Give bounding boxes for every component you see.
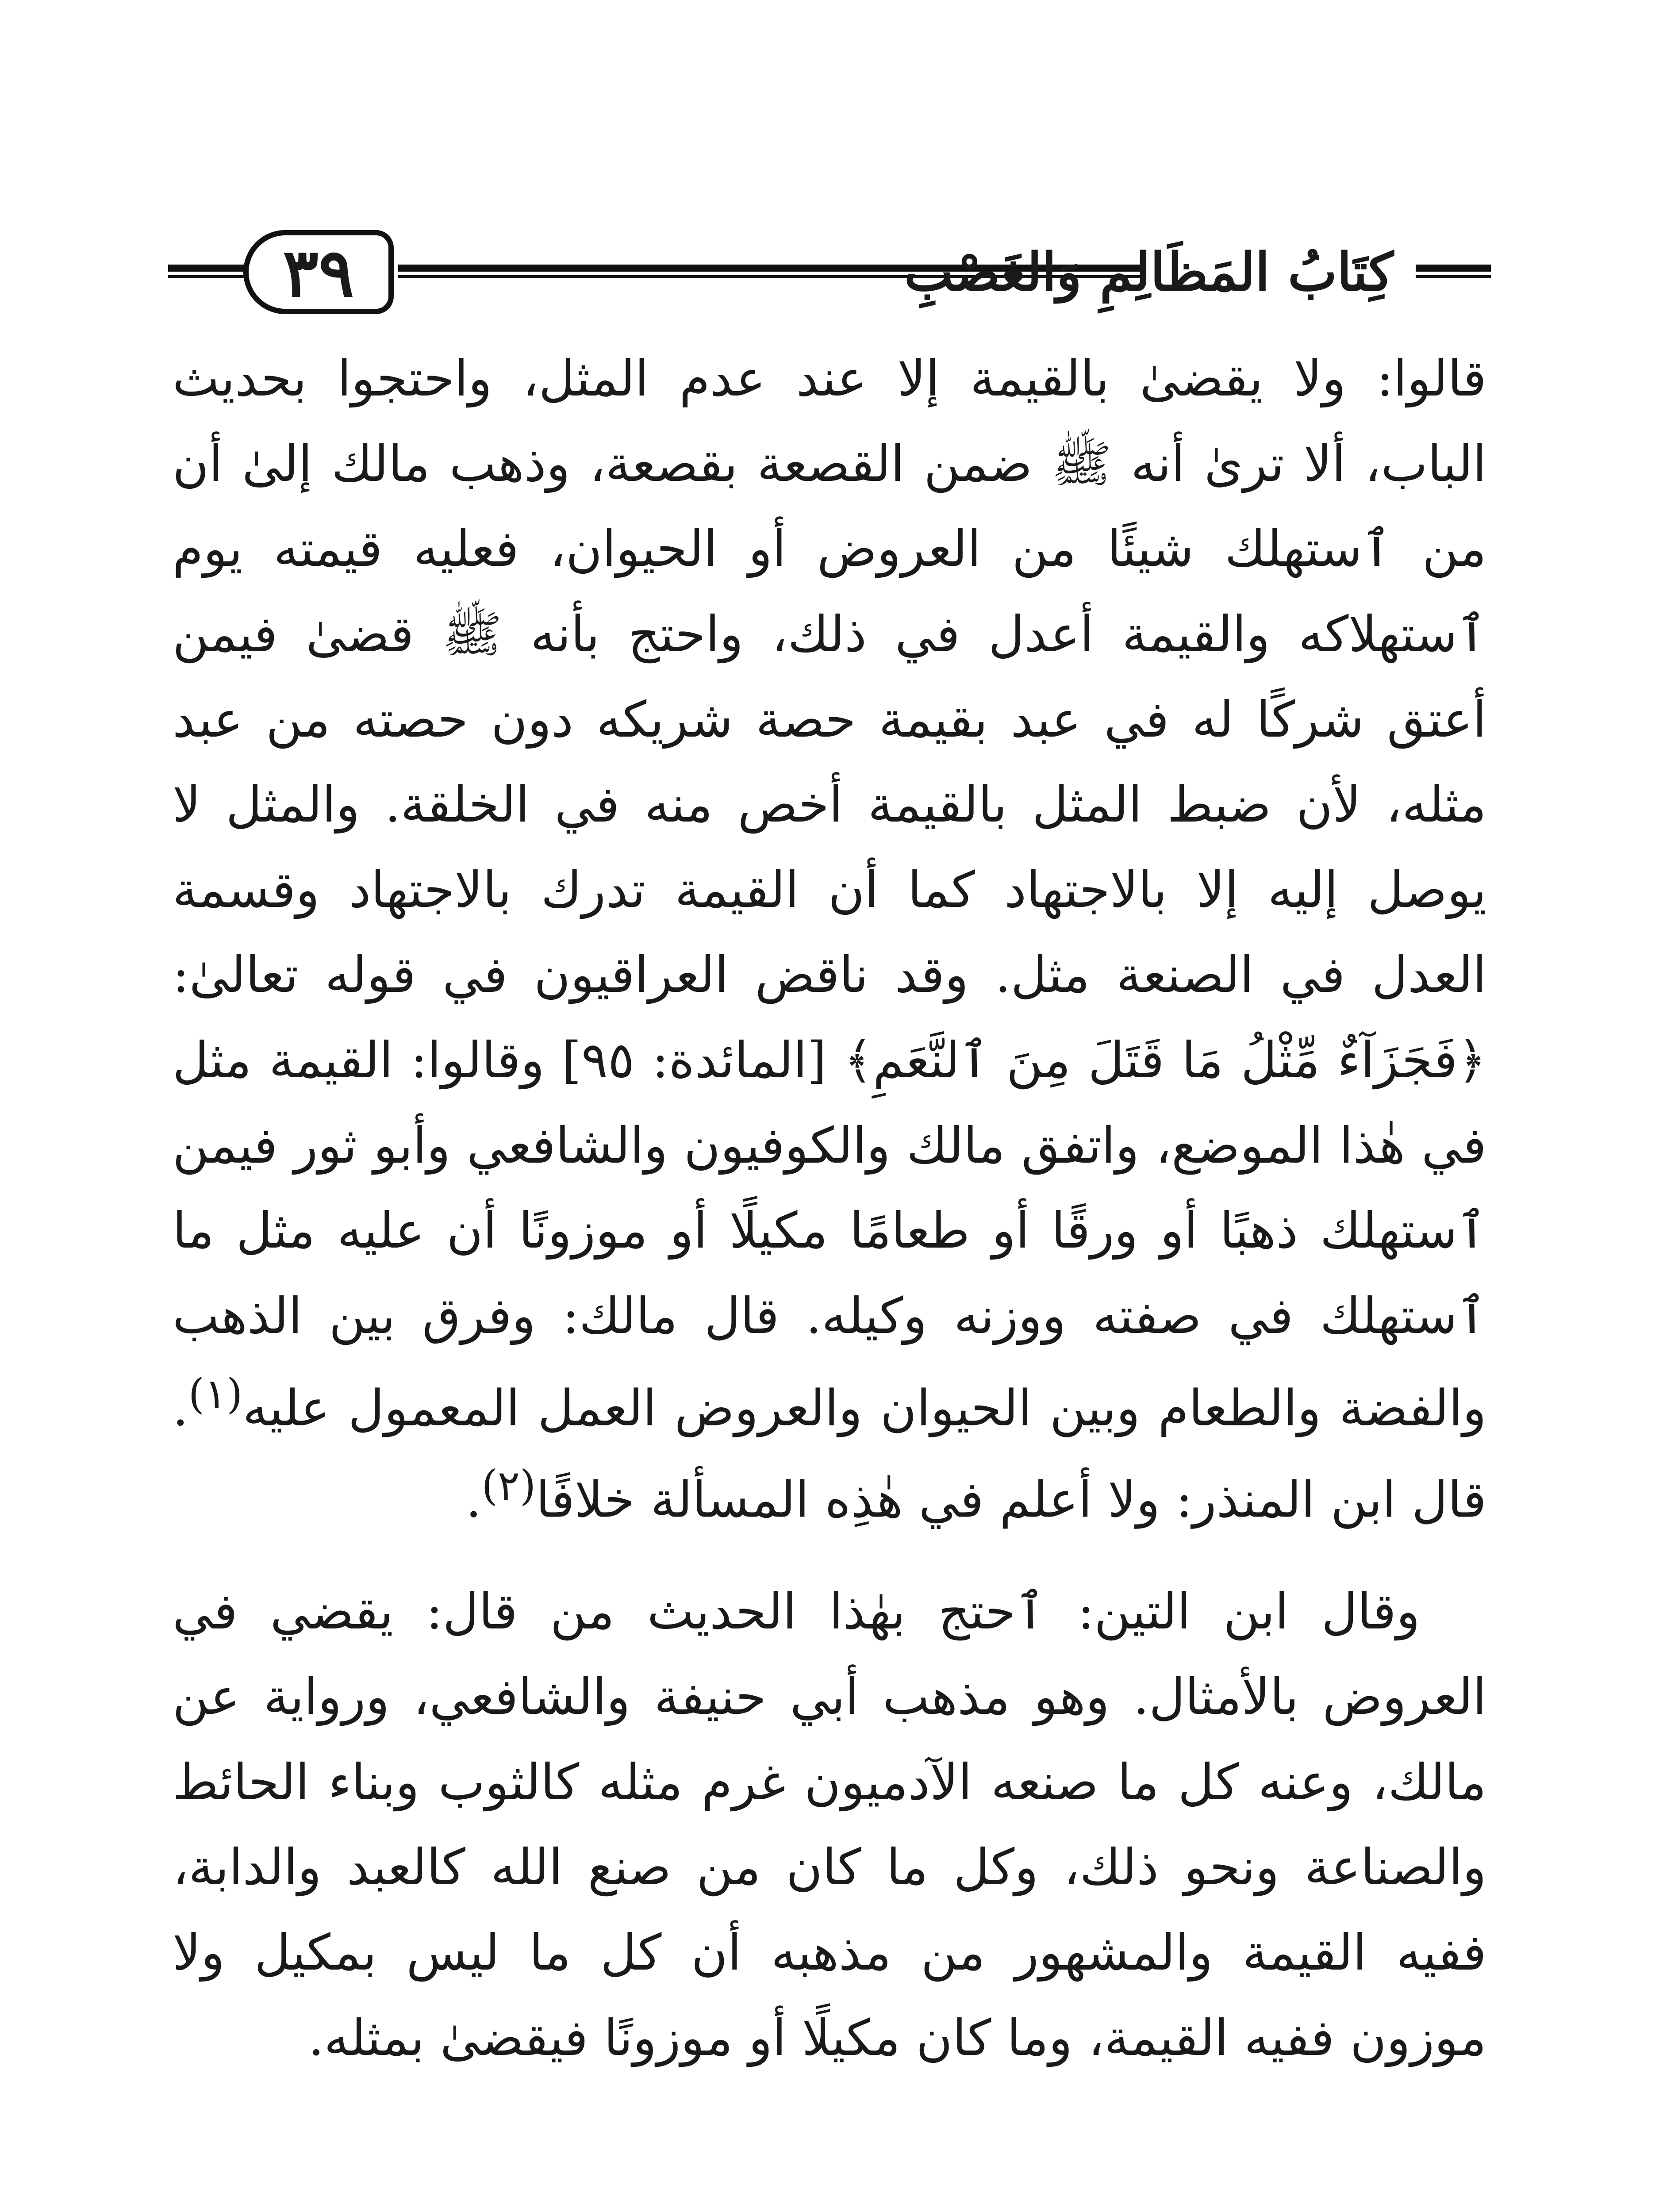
page-number-frame [243,230,394,314]
header-rule-right [1416,265,1491,280]
page-header [168,230,1491,314]
paragraph-1-tail: . قال ابن المنذر: ولا أعلم في هٰذِه المسألة خلافًا [173,1379,1486,1529]
paragraph-1-text: قالوا: ولا يقضىٰ بالقيمة إلا عند عدم المثل، واحتجوا بحديث الباب، ألا ترىٰ أنه ﷺ ضمن القصعة بقصعة، وذهب مالك إلىٰ أن من ٱستهلك شيئًا من العروض أو الحيوان، فعليه قيمته يوم ٱستهلاكه والقيمة أعدل في ذلك، واحتج بأنه ﷺ قضىٰ فيمن أعتق شركًا له في عبد بقيمة حصة شريكه دون حصته من عبد مثله، لأن ضبط المثل بالقيمة أخص منه في الخلقة. والمثل لا يوصل إليه إلا بالاجتهاد كما أن القيمة تدرك بالاجتهاد وقسمة العدل في الصنعة مثل. وقد ناقض العراقيون في قوله تعالىٰ: ﴿فَجَزَآءٌ مِّثْلُ مَا قَتَلَ مِنَ ٱلنَّعَمِ﴾ [المائدة: ٩٥] وقالوا: القيمة مثل في هٰذا الموضع، واتفق مالك والكوفيون والشافعي وأبو ثور فيمن ٱستهلك ذهبًا أو ورقًا أو طعامًا مكيلًا أو موزونًا أن عليه مثل ما ٱستهلك في صفته ووزنه وكيله. قال مالك: وفرق بين الذهب والفضة والطعام وبين الحيوان والعروض العمل المعمول عليه [173,350,1487,1437]
body-text [173,336,1486,2081]
header-rule-left [168,265,248,280]
footnote-ref-1: (١) [188,1370,243,1418]
chapter-title: كِتَابُ المَظَالِمِ وَالغَصْبِ [904,241,1394,303]
paragraph-1 [173,336,1486,1543]
paragraph-2: وقال ابن التين: ٱحتج بهٰذا الحديث من قال: يقضي في العروض بالأمثال. وهو مذهب أبي حنيفة والشافعي، ورواية عن مالك، وعنه كل ما صنعه الآدميون غرم مثله كالثوب وبناء الحائط والصناعة ونحو ذلك، وكل ما كان من صنع الله كالعبد والدابة، ففيه القيمة والمشهور من مذهبه أن كل ما ليس بمكيل ولا موزون ففيه القيمة، وما كان مكيلًا أو موزونًا فيقضىٰ بمثله. [173,1583,1486,2067]
footnote-ref-2: (٢) [481,1462,536,1510]
paragraph-1-end: . [465,1471,482,1529]
page-number: ٣٩ [283,234,354,312]
